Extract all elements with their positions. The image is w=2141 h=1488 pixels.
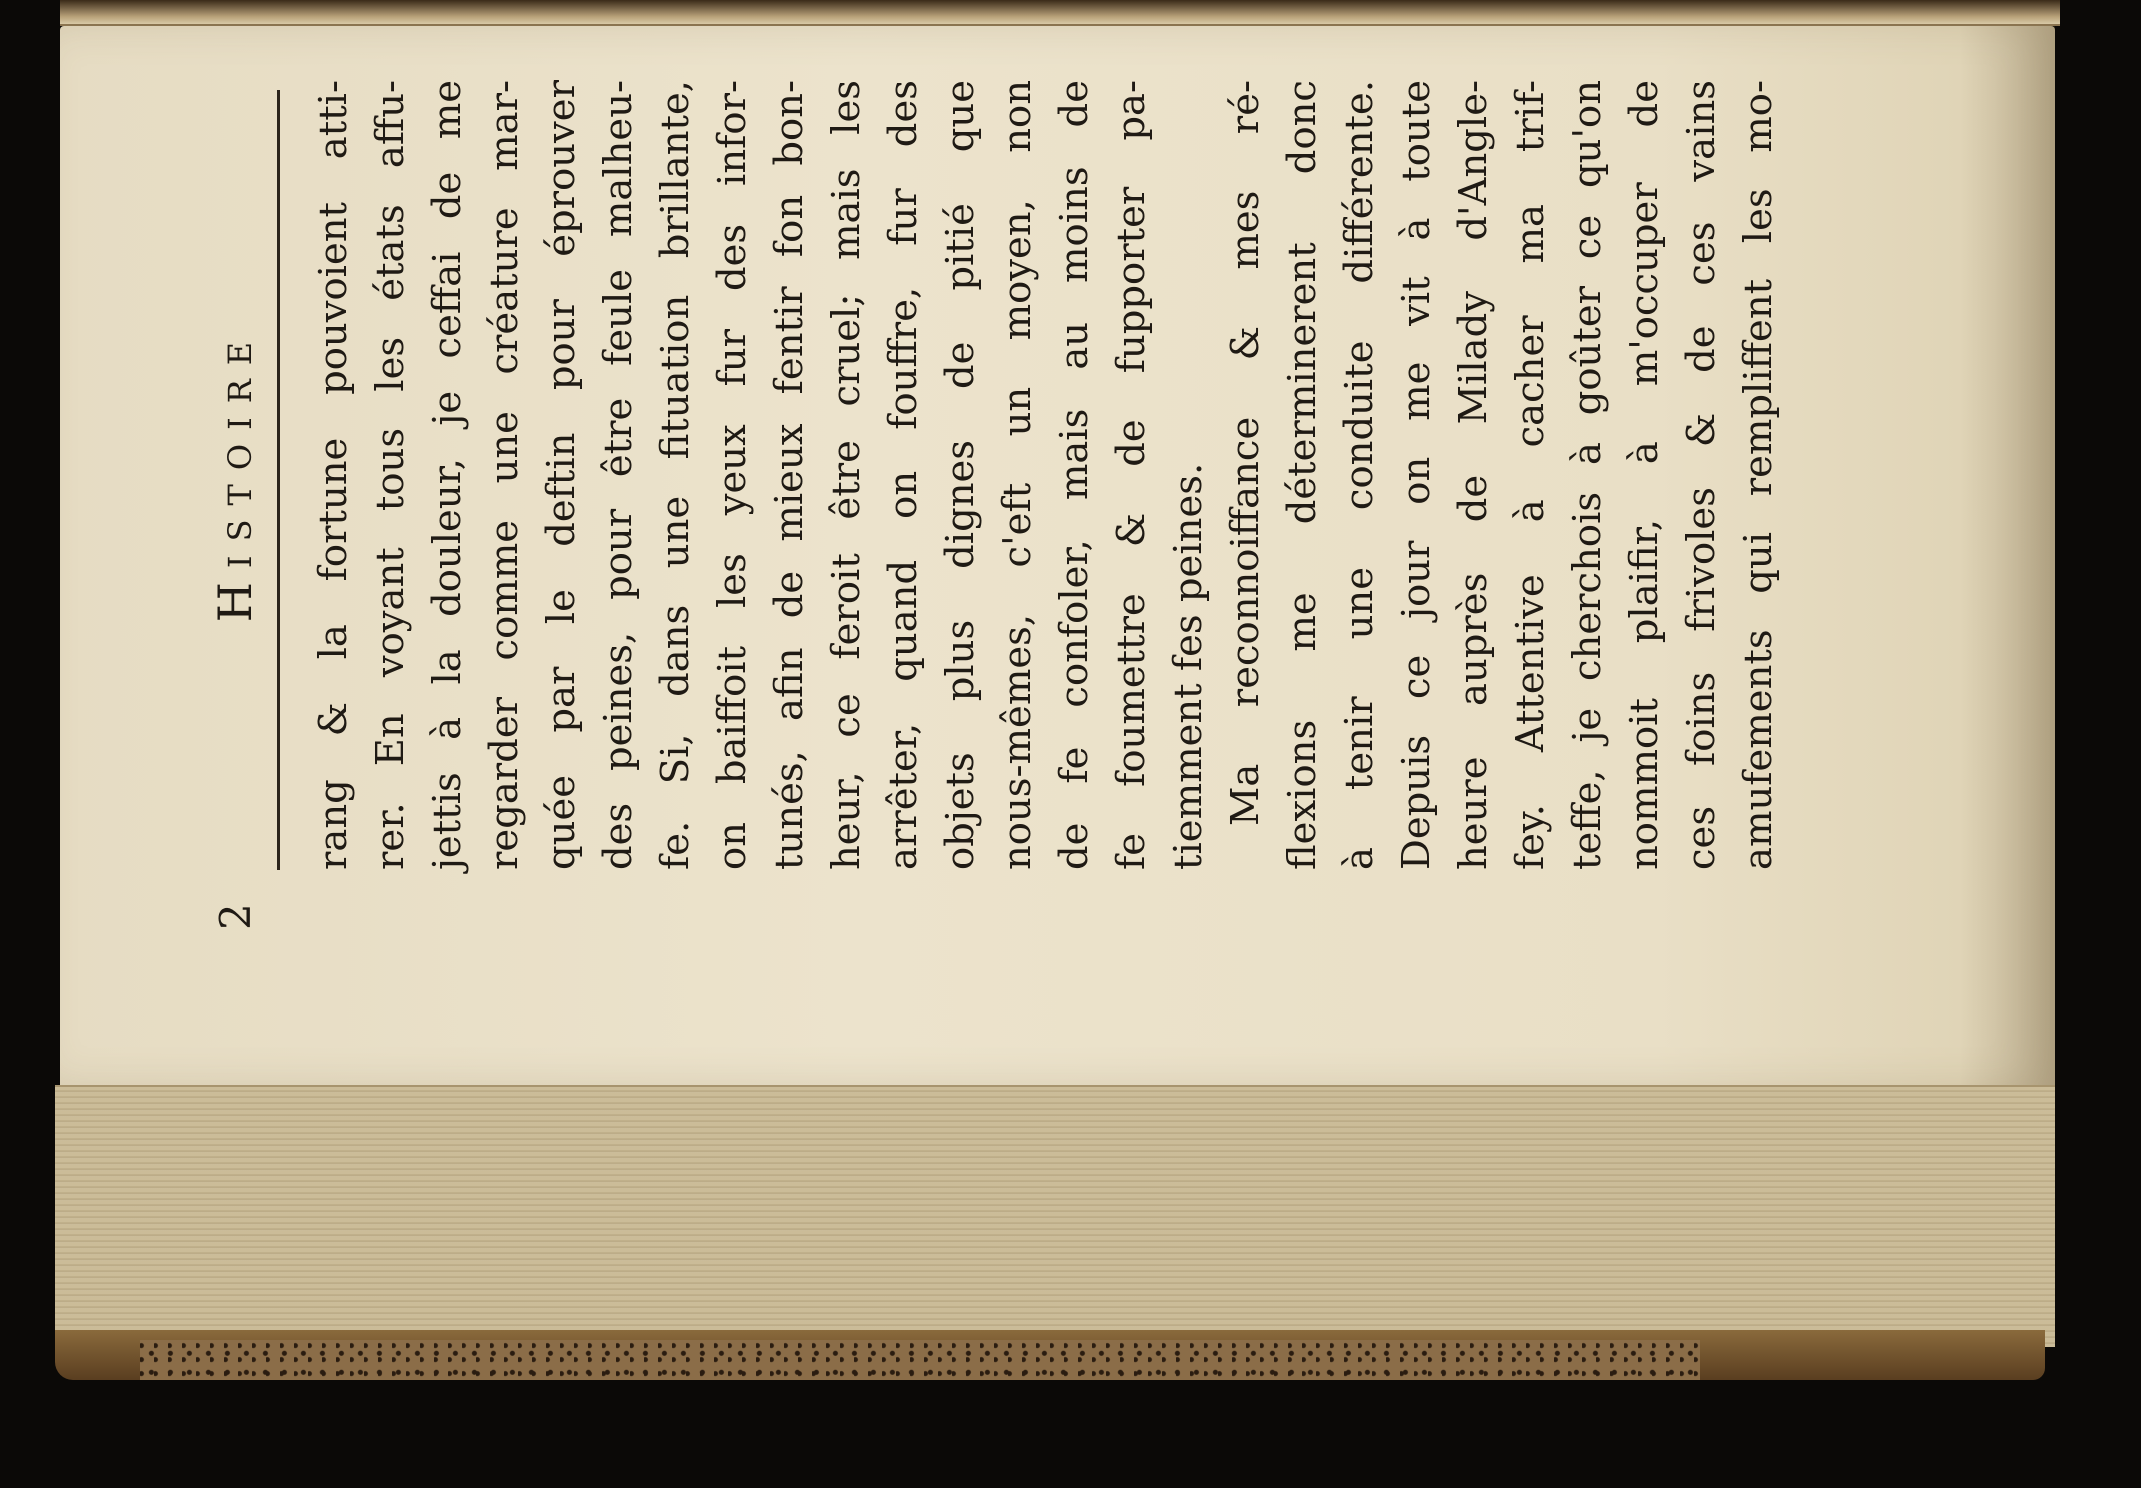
- text-line: tiemment fes peines.: [1166, 462, 1211, 870]
- page-gutter-shadow: [1960, 26, 2055, 1086]
- page-header: [205, 80, 265, 930]
- page-number: 2: [210, 899, 260, 930]
- text-line: des peines, pour être feule malheu-: [596, 80, 641, 870]
- book-top-edge: [60, 0, 2060, 26]
- body-text: [305, 80, 1787, 870]
- text-line: de fe confoler, mais au moins de: [1052, 80, 1097, 870]
- text-line: rang & la fortune pouvoient atti-: [311, 80, 356, 870]
- paragraph-1: [305, 80, 1217, 870]
- text-line: heur, ce feroit être cruel; mais les: [824, 80, 869, 870]
- text-line: heure auprès de Milady d'Angle-: [1451, 80, 1496, 870]
- text-line: rer. En voyant tous les états affu-: [368, 80, 413, 870]
- paragraph-2: [1217, 80, 1787, 870]
- text-line: fe. Si, dans une fituation brillante,: [653, 80, 698, 870]
- text-line: à tenir une conduite différente.: [1337, 80, 1382, 870]
- text-line: tunés, afin de mieux fentir fon bon-: [767, 80, 812, 870]
- text-line: flexions me déterminerent donc: [1280, 80, 1325, 870]
- marbled-edge: [140, 1340, 1700, 1380]
- text-line: objets plus dignes de pitié que: [938, 80, 983, 870]
- text-line: quée par le deftin pour éprouver: [539, 80, 584, 870]
- running-head: Histoire: [208, 327, 262, 623]
- rotated-text-frame: [205, 80, 1905, 930]
- page-stack-edge: [55, 1085, 2055, 1347]
- text-line: fe foumettre & de fupporter pa-: [1109, 80, 1154, 870]
- text-line: Ma reconnoiffance & mes ré-: [1223, 80, 1268, 826]
- text-line: ces foins frivoles & de ces vains: [1679, 80, 1724, 870]
- header-rule: [277, 90, 280, 870]
- text-line: teffe, je cherchois à goûter ce qu'on: [1565, 80, 1610, 870]
- text-line: amufements qui rempliffent les mo-: [1736, 80, 1781, 870]
- text-line: on baiffoit les yeux fur des infor-: [710, 80, 755, 870]
- printed-text-area: [205, 80, 1905, 930]
- text-line: arrêter, quand on fouffre, fur des: [881, 80, 926, 870]
- text-line: nous-mêmes, c'eft un moyen, non: [995, 80, 1040, 870]
- text-line: Depuis ce jour on me vit à toute: [1394, 80, 1439, 870]
- text-line: fey. Attentive à cacher ma trif-: [1508, 80, 1553, 870]
- text-line: regarder comme une créature mar-: [482, 80, 527, 870]
- text-line: nommoit plaifir, à m'occuper de: [1622, 80, 1667, 870]
- text-line: jettis à la douleur, je ceffai de me: [425, 80, 470, 870]
